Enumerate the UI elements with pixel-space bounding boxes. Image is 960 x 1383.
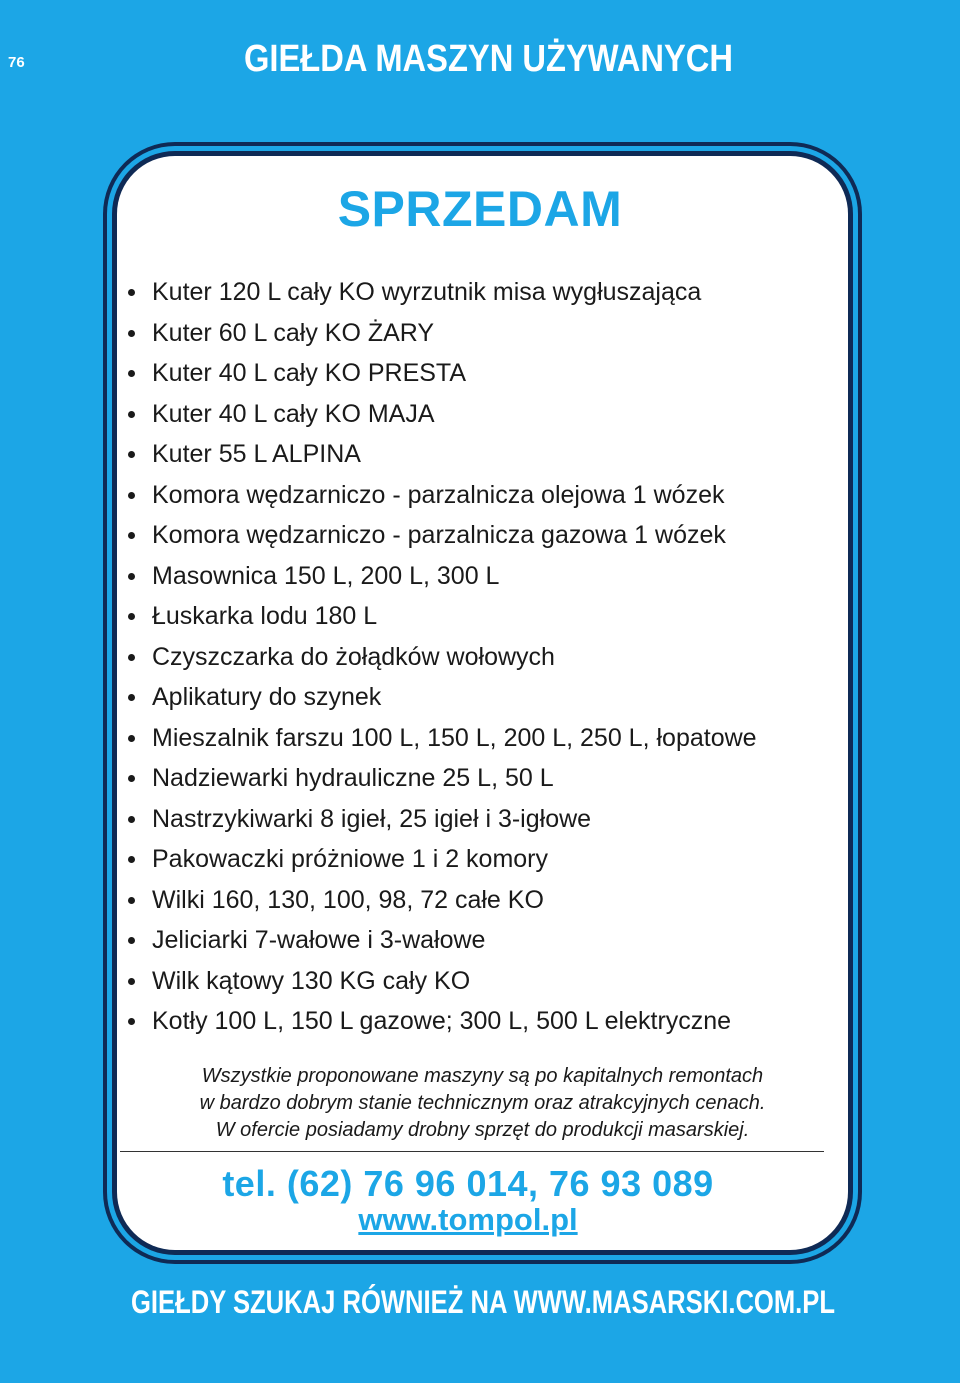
list-item <box>126 677 757 718</box>
list-item-text: Kuter 55 L ALPINA <box>152 440 361 468</box>
card-title: SPRZEDAM <box>337 181 623 237</box>
note-line: w bardzo dobrym stanie technicznym oraz atrakcyjnych cenach. <box>199 1092 766 1114</box>
list-item-text: Kuter 40 L cały KO MAJA <box>152 399 435 428</box>
list-item <box>126 556 757 597</box>
list-item-text: Nastrzykiwarki 8 igieł, 25 igieł i 3-igłowe <box>152 804 592 833</box>
bullet-icon <box>128 978 135 985</box>
list-item-text: Kotły 100 L, 150 L gazowe; 300 L, 500 L elektryczne <box>152 1007 732 1035</box>
bullet-icon <box>128 897 135 904</box>
bullet-icon <box>128 411 135 418</box>
list-item-text: Komora wędzarniczo - parzalnicza olejowa 1 wózek <box>152 480 725 509</box>
list-item <box>126 313 757 354</box>
bullet-icon <box>128 330 135 337</box>
list-item <box>126 839 757 880</box>
bullet-icon <box>128 654 135 661</box>
list-item-text: Komora wędzarniczo - parzalnicza gazowa 1 wózek <box>152 521 726 549</box>
bullet-icon <box>128 289 135 296</box>
list-item-text: Pakowaczki próżniowe 1 i 2 komory <box>152 845 548 873</box>
list-item <box>126 1001 757 1042</box>
divider <box>120 1151 824 1152</box>
list-item-text: Wilki 160, 130, 100, 98, 72 całe KO <box>152 885 544 914</box>
list-item-text: Czyszczarka do żołądków wołowych <box>152 642 555 671</box>
page-header-title: GIEŁDA MASZYN UŻYWANYCH <box>244 38 733 80</box>
list-item-text: Kuter 60 L cały KO ŻARY <box>152 318 435 347</box>
list-item-text: Łuskarka lodu 180 L <box>152 602 378 630</box>
website-link[interactable]: www.tompol.pl <box>358 1202 578 1237</box>
bullet-icon <box>128 451 135 458</box>
list-item-text: Masownica 150 L, 200 L, 300 L <box>152 561 500 590</box>
list-item-text: Aplikatury do szynek <box>152 683 382 711</box>
bullet-icon <box>128 492 135 499</box>
list-item-text: Mieszalnik farszu 100 L, 150 L, 200 L, 250 L, łopatowe <box>152 723 757 752</box>
list-item-text: Jeliciarki 7-wałowe i 3-wałowe <box>152 926 486 954</box>
bullet-icon <box>128 816 135 823</box>
list-item <box>126 353 757 394</box>
footer-text: GIEŁDY SZUKAJ RÓWNIEŻ NA WWW.MASARSKI.COM.PL <box>131 1284 835 1320</box>
note-line: Wszystkie proponowane maszyny są po kapitalnych remontach <box>201 1065 764 1087</box>
list-item <box>126 272 757 313</box>
list-item <box>126 434 757 475</box>
list-item <box>126 637 757 678</box>
list-item <box>126 920 757 961</box>
bullet-icon <box>128 735 135 742</box>
bullet-icon <box>128 856 135 863</box>
list-item-text: Nadziewarki hydrauliczne 25 L, 50 L <box>152 764 554 792</box>
bullet-icon <box>128 613 135 620</box>
bullet-icon <box>128 1018 135 1025</box>
bullet-icon <box>128 694 135 701</box>
bullet-icon <box>128 775 135 782</box>
bullet-icon <box>128 532 135 539</box>
offer-note <box>117 1063 848 1144</box>
list-item <box>126 515 757 556</box>
list-item <box>126 596 757 637</box>
list-item <box>126 758 757 799</box>
list-item <box>126 880 757 921</box>
list-item <box>126 475 757 516</box>
list-item-text: Kuter 120 L cały KO wyrzutnik misa wygłuszająca <box>152 278 702 306</box>
list-item <box>126 799 757 840</box>
bullet-icon <box>128 573 135 580</box>
phone-number: tel. (62) 76 96 014, 76 93 089 <box>222 1163 714 1204</box>
bullet-icon <box>128 370 135 377</box>
machine-list <box>126 272 757 1042</box>
list-item-text: Wilk kątowy 130 KG cały KO <box>152 966 471 995</box>
list-item <box>126 961 757 1002</box>
list-item <box>126 394 757 435</box>
bullet-icon <box>128 937 135 944</box>
page-number: 76 <box>8 54 25 71</box>
note-line: W ofercie posiadamy drobny sprzęt do produkcji masarskiej. <box>215 1119 750 1141</box>
list-item-text: Kuter 40 L cały KO PRESTA <box>152 359 467 387</box>
list-item <box>126 718 757 759</box>
